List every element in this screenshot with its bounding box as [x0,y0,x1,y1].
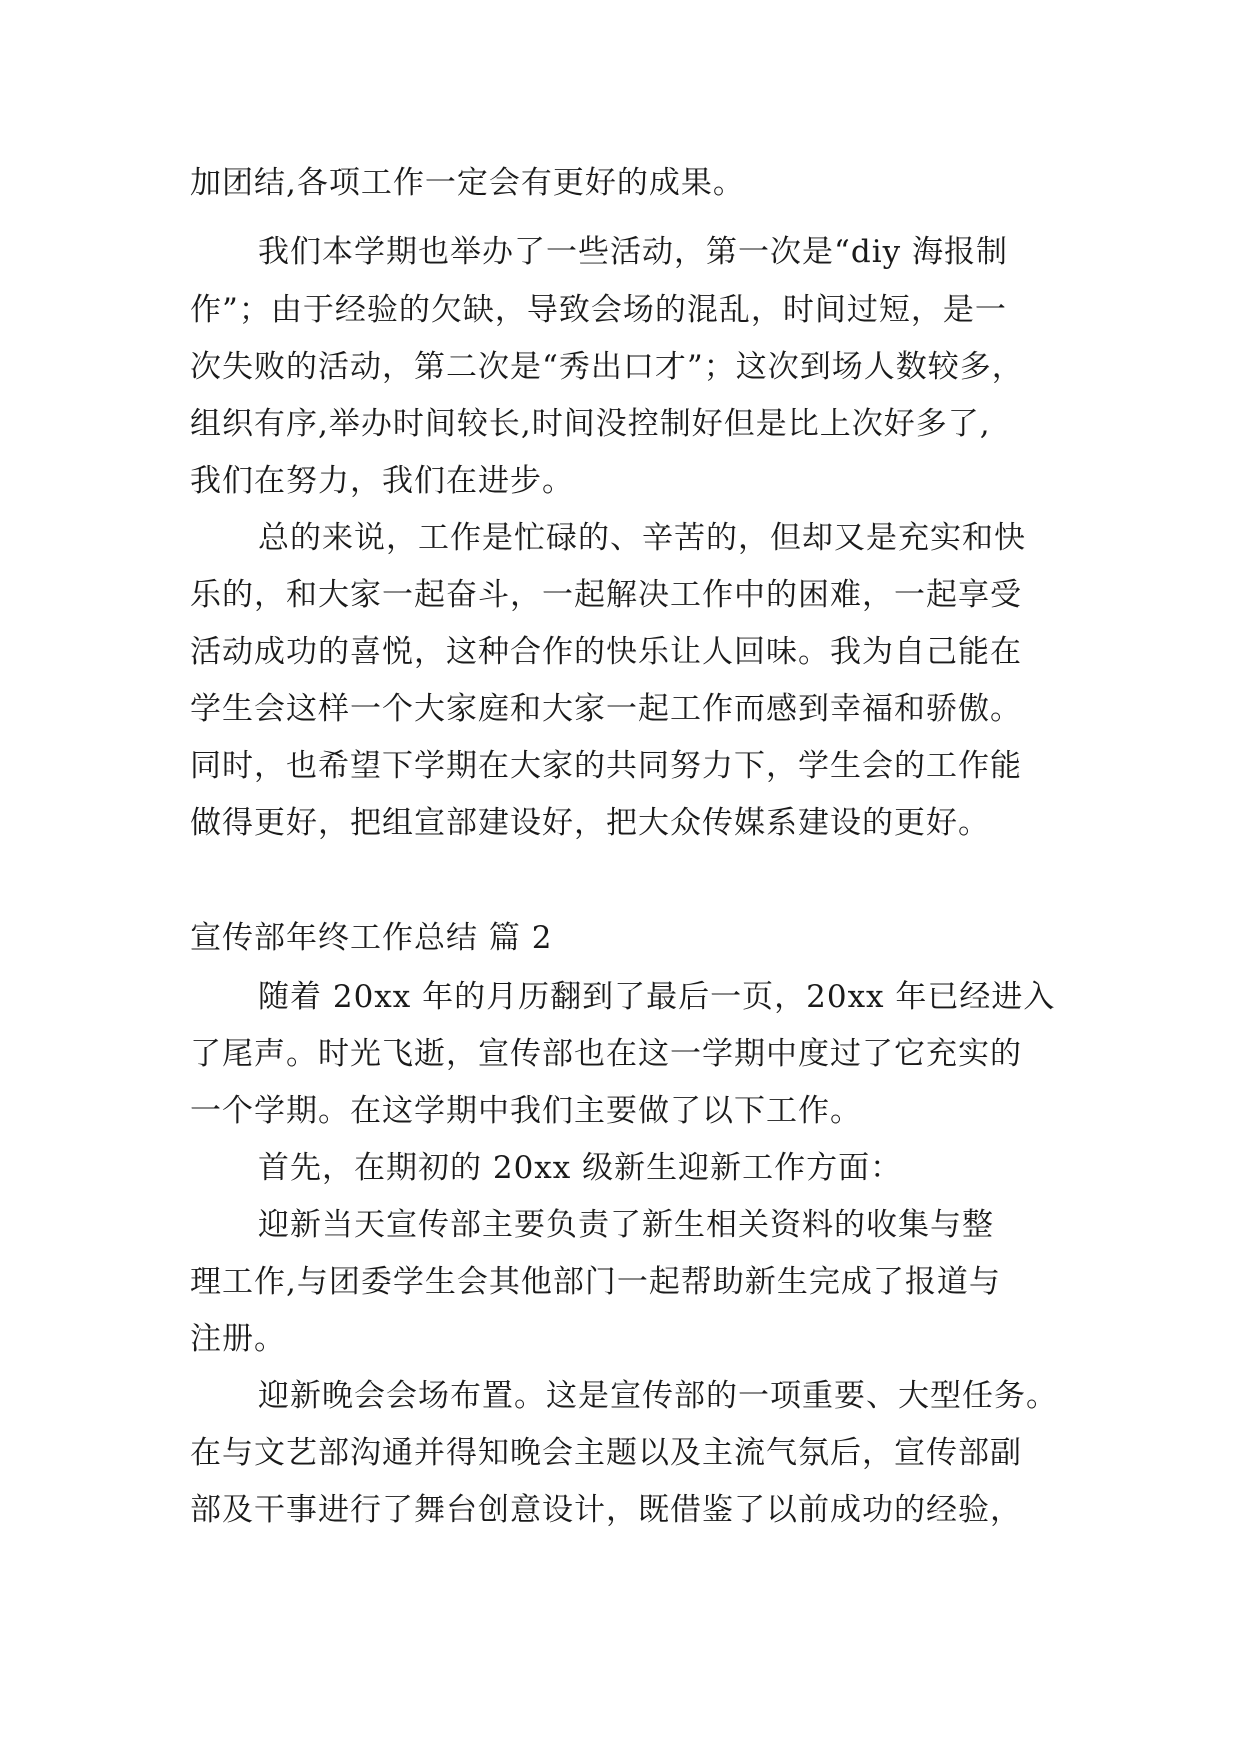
paragraph-line: 理工作,与团委学生会其他部门一起帮助新生完成了报道与 [190,1264,1001,1300]
paragraph-line: 了尾声。时光飞逝，宣传部也在这一学期中度过了它充实的 [190,1036,1022,1072]
paragraph-line: 学生会这样一个大家庭和大家一起工作而感到幸福和骄傲。 [190,691,1022,727]
paragraph-line: 迎新晚会会场布置。这是宣传部的一项重要、大型任务。 [258,1378,1058,1414]
paragraph-line: 组织有序,举办时间较长,时间没控制好但是比上次好多了, [190,406,991,442]
paragraph-line: 加团结,各项工作一定会有更好的成果。 [190,165,745,201]
paragraph-line: 同时，也希望下学期在大家的共同努力下，学生会的工作能 [190,748,1022,784]
paragraph-line: 做得更好，把组宣部建设好，把大众传媒系建设的更好。 [190,805,990,841]
paragraph-line: 乐的，和大家一起奋斗，一起解决工作中的困难，一起享受 [190,577,1022,613]
paragraph-line: 随着 20xx 年的月历翻到了最后一页，20xx 年已经进入 [258,979,1056,1015]
paragraph-line: 我们在努力，我们在进步。 [190,463,574,499]
paragraph-line: 注册。 [190,1321,286,1357]
section-heading: 宣传部年终工作总结 篇 2 [190,920,553,956]
paragraph-line: 次失败的活动，第二次是“秀出口才”；这次到场人数较多， [190,349,1024,385]
paragraph-line: 一个学期。在这学期中我们主要做了以下工作。 [190,1093,862,1129]
paragraph-line: 活动成功的喜悦，这种合作的快乐让人回味。我为自己能在 [190,634,1022,670]
paragraph-line: 迎新当天宣传部主要负责了新生相关资料的收集与整 [258,1207,994,1243]
paragraph-line: 我们本学期也举办了一些活动，第一次是“diy 海报制 [258,234,1008,270]
paragraph-line: 部及干事进行了舞台创意设计，既借鉴了以前成功的经验， [190,1492,1022,1528]
paragraph-line: 首先，在期初的 20xx 级新生迎新工作方面： [258,1150,903,1186]
paragraph-line: 在与文艺部沟通并得知晚会主题以及主流气氛后，宣传部副 [190,1435,1022,1471]
paragraph-line: 作”；由于经验的欠缺，导致会场的混乱，时间过短，是一 [190,292,1007,328]
paragraph-line: 总的来说，工作是忙碌的、辛苦的，但却又是充实和快 [258,520,1026,556]
